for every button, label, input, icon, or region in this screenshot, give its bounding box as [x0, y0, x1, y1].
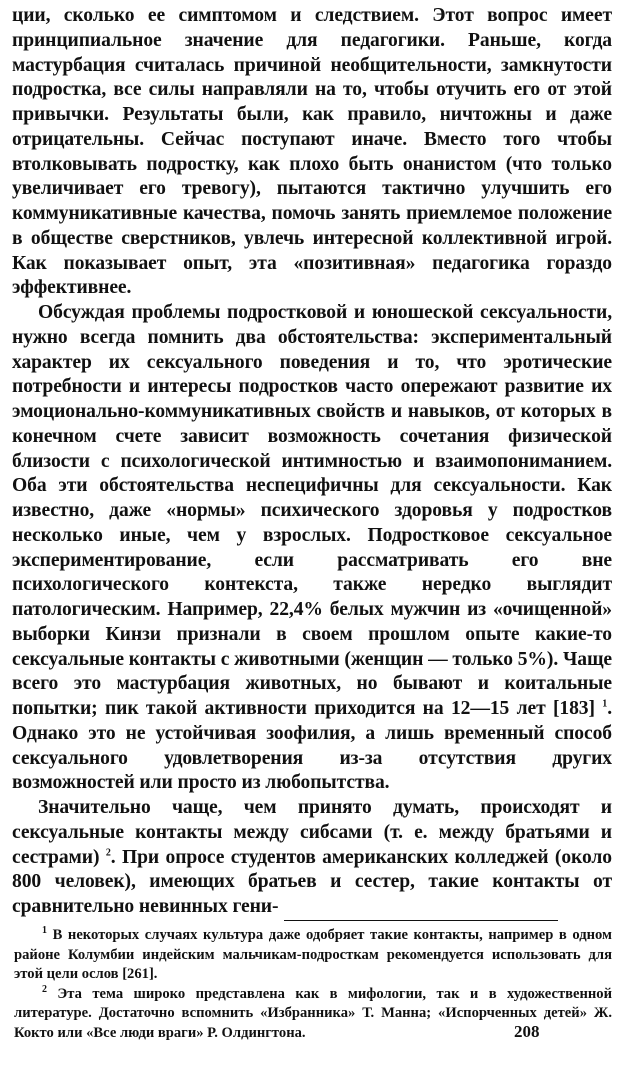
footnote-divider	[284, 920, 558, 921]
footnote-1	[14, 926, 612, 985]
paragraph-2-tail: . Однако это не устойчивая зоофилия, а лишь временный способ сексуального удовлетворения из-за отсутствия других возможностей или просто из любопытства.	[12, 698, 612, 794]
footnote-1-text: В некоторых случаях культура даже одобряет такие контакты, например в одном районе Колумбии индейским мальчикам-подросткам рекомендуется использовать для этой цели ослов [261].	[14, 927, 612, 982]
paragraph-1	[12, 4, 612, 301]
paragraph-2-text: Обсуждая проблемы подростковой и юношеской сексуальности, нужно всегда помнить два обстоятельства: экспериментальный характер их сексуального поведения и то, что эротические потребности и интересы подростков часто опережают развитие их эмоционально-коммуникативных свойств и навыков, от которых в конечном счете зависит возможность сочетания физической близости с психологической интимностью и взаимопониманием. Оба эти обстоятельства неспецифичны для сексуальности. Как известно, даже «нормы» психического здоровья у подростков несколько иные, чем у взрослых. Подростковое сексуальное экспериментирование, если рассматривать его вне психологического контекста, также нередко выглядит патологическим. Например, 22,4% белых мужчин из «очищенной» выборки Кинзи признали в своем прошлом опыте какие-то сексуальные контакты с животными (женщин — только 5%). Чаще всего это мастурбация животных, но бывают и коитальные попытки; пик такой активности приходится на 12—15 лет [183]	[12, 302, 612, 719]
footnote-2-text: Эта тема широко представлена как в мифологии, так и в художественной литературе. Достаточно вспомнить «Избранника» Т. Манна; «Испорченных детей» Ж. Кокто или «Все люди враги» Р. Олдингтона.	[14, 985, 612, 1041]
paragraph-3-text: Значительно чаще, чем принято думать, происходят и сексуальные контакты между сибсами (т. е. между братьями и сестрами)	[12, 797, 612, 868]
paragraph-2	[12, 301, 612, 796]
footnote-1-mark: 1	[42, 925, 47, 937]
footnote-2-mark: 2	[42, 983, 47, 995]
main-text	[12, 4, 612, 920]
footnote-reference-1: 1	[602, 698, 608, 710]
paragraph-1-text: ции, сколько ее симптомом и следствием. Этот вопрос имеет принципиальное значение для педагогики. Раньше, когда мастурбация считалась причиной необщительности, замкнутости подростка, все силы направляли на то, чтобы отучить его от этой привычки. Результаты были, как правило, ничтожны и даже отрицательны. Сейчас поступают иначе. Вместо того чтобы втолковывать подростку, как плохо быть онанистом (что только увеличивает его тревогу), пытаются тактично улучшить его коммуникативные качества, помочь занять приемлемое положение в обществе сверстников, увлечь интересной коллективной игрой. Как показывает опыт, эта «позитивная» педагогика гораздо эффективнее.	[12, 5, 612, 299]
paragraph-3-tail: . При опросе студентов американских колледжей (около 800 человек), имеющих братьев и сестер, такие контакты от сравнительно невинных гени-	[12, 846, 612, 917]
page-number: 208	[514, 1022, 540, 1041]
footnote-reference-2: 2	[105, 846, 111, 858]
paragraph-3	[12, 796, 612, 920]
